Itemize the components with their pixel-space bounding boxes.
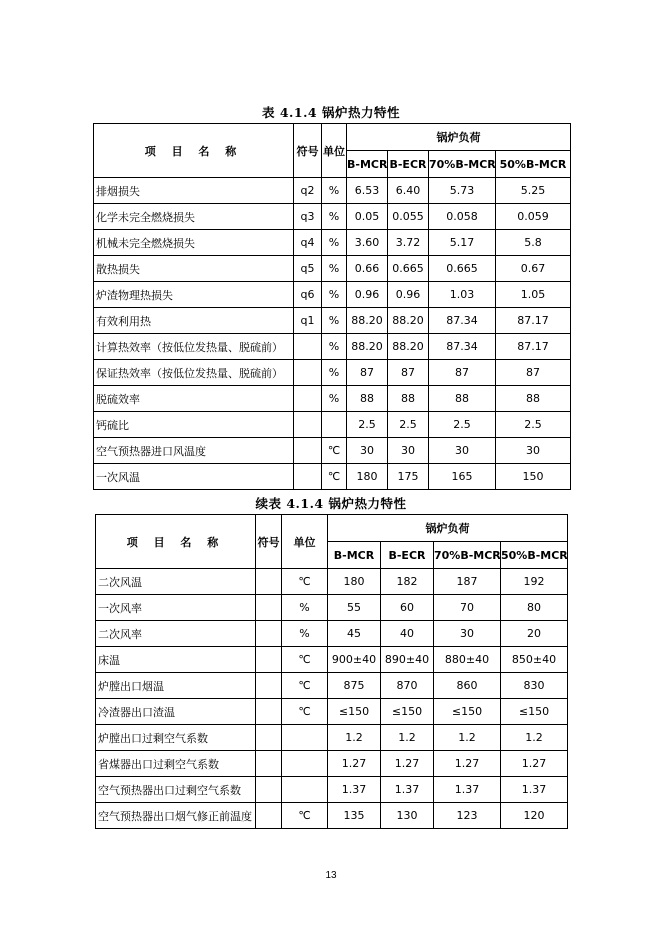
row-name: 空气预热器进口风温度 (94, 438, 294, 464)
row-unit: % (322, 204, 347, 230)
row-value: 3.72 (388, 230, 429, 256)
row-value: 880±40 (434, 647, 501, 673)
row-value: 1.37 (501, 777, 568, 803)
row-value: 88.20 (347, 334, 388, 360)
row-symbol (256, 725, 282, 751)
row-value: 150 (496, 464, 571, 490)
row-symbol: q2 (294, 178, 322, 204)
row-value: 88 (388, 386, 429, 412)
row-value: 30 (388, 438, 429, 464)
table-row (96, 673, 568, 699)
row-name: 炉膛出口过剩空气系数 (96, 725, 256, 751)
header-boiler-load: 锅炉负荷 (347, 124, 571, 151)
row-symbol (294, 386, 322, 412)
row-unit: % (282, 621, 328, 647)
row-name: 空气预热器出口过剩空气系数 (96, 777, 256, 803)
row-value: 2.5 (496, 412, 571, 438)
row-symbol (256, 673, 282, 699)
row-value: 1.27 (501, 751, 568, 777)
row-unit: % (322, 178, 347, 204)
row-value: 87 (388, 360, 429, 386)
table-row (96, 595, 568, 621)
row-value: 88.20 (347, 308, 388, 334)
row-name: 空气预热器出口烟气修正前温度 (96, 803, 256, 829)
row-value: 180 (347, 464, 388, 490)
row-name: 冷渣器出口渣温 (96, 699, 256, 725)
row-name: 二次风率 (96, 621, 256, 647)
header-load-bmcr: B-MCR (328, 542, 381, 569)
header-load-bmcr: B-MCR (347, 151, 388, 178)
row-value: ≤150 (328, 699, 381, 725)
header-item-name: 项 目 名 称 (96, 515, 256, 569)
row-value: 87 (496, 360, 571, 386)
boiler-thermal-table (93, 123, 571, 490)
row-unit: % (322, 386, 347, 412)
table-row (96, 699, 568, 725)
table-row (94, 308, 571, 334)
row-value: 0.05 (347, 204, 388, 230)
row-symbol (256, 699, 282, 725)
row-unit: % (322, 360, 347, 386)
row-value: 0.059 (496, 204, 571, 230)
row-value: 30 (429, 438, 496, 464)
row-name: 脱硫效率 (94, 386, 294, 412)
row-symbol: q3 (294, 204, 322, 230)
row-value: 5.73 (429, 178, 496, 204)
row-value: 88 (347, 386, 388, 412)
row-value: 890±40 (381, 647, 434, 673)
row-value: 182 (381, 569, 434, 595)
row-value: 2.5 (429, 412, 496, 438)
row-value: 1.27 (328, 751, 381, 777)
row-value: 88 (496, 386, 571, 412)
row-symbol: q4 (294, 230, 322, 256)
header-unit: 单位 (322, 124, 347, 178)
header-unit: 单位 (282, 515, 328, 569)
row-value: 830 (501, 673, 568, 699)
table-row (94, 178, 571, 204)
row-value: 87.17 (496, 334, 571, 360)
row-unit: ℃ (282, 569, 328, 595)
row-value: 0.96 (347, 282, 388, 308)
row-value: 860 (434, 673, 501, 699)
row-value: 900±40 (328, 647, 381, 673)
row-unit: % (322, 308, 347, 334)
row-value: 1.27 (381, 751, 434, 777)
row-value: 40 (381, 621, 434, 647)
row-value: 20 (501, 621, 568, 647)
row-value: 1.2 (381, 725, 434, 751)
row-value: 192 (501, 569, 568, 595)
row-value: 180 (328, 569, 381, 595)
row-symbol (294, 360, 322, 386)
row-unit (282, 777, 328, 803)
row-value: 87 (347, 360, 388, 386)
row-name: 机械未完全燃烧损失 (94, 230, 294, 256)
row-unit: ℃ (322, 438, 347, 464)
row-name: 化学未完全燃烧损失 (94, 204, 294, 230)
row-value: 870 (381, 673, 434, 699)
row-value: 5.25 (496, 178, 571, 204)
table-row (94, 204, 571, 230)
row-value: ≤150 (501, 699, 568, 725)
row-value: 0.665 (429, 256, 496, 282)
row-value: 3.60 (347, 230, 388, 256)
table-row (94, 230, 571, 256)
row-value: 1.37 (381, 777, 434, 803)
table-row (94, 464, 571, 490)
row-value: 87 (429, 360, 496, 386)
row-name: 计算热效率（按低位发热量、脱硫前） (94, 334, 294, 360)
row-symbol (294, 412, 322, 438)
row-value: 1.27 (434, 751, 501, 777)
row-name: 排烟损失 (94, 178, 294, 204)
row-value: 30 (347, 438, 388, 464)
row-name: 炉膛出口烟温 (96, 673, 256, 699)
header-boiler-load: 锅炉负荷 (328, 515, 568, 542)
row-value: 88.20 (388, 334, 429, 360)
table-row (94, 412, 571, 438)
row-value: 0.66 (347, 256, 388, 282)
row-unit: % (322, 256, 347, 282)
row-value: 5.17 (429, 230, 496, 256)
row-value: 2.5 (347, 412, 388, 438)
row-value: 120 (501, 803, 568, 829)
row-value: 123 (434, 803, 501, 829)
boiler-thermal-table-continued (95, 514, 568, 829)
header-load-50: 50%B-MCR (496, 151, 571, 178)
row-name: 有效利用热 (94, 308, 294, 334)
row-value: 87.34 (429, 334, 496, 360)
row-symbol (294, 464, 322, 490)
row-value: ≤150 (434, 699, 501, 725)
row-unit: % (322, 334, 347, 360)
row-value: 6.53 (347, 178, 388, 204)
row-unit: ℃ (282, 803, 328, 829)
row-name: 二次风温 (96, 569, 256, 595)
row-value: 1.37 (328, 777, 381, 803)
row-value: 1.03 (429, 282, 496, 308)
row-value: ≤150 (381, 699, 434, 725)
row-name: 散热损失 (94, 256, 294, 282)
row-value: 5.8 (496, 230, 571, 256)
row-value: 165 (429, 464, 496, 490)
row-value: 87.34 (429, 308, 496, 334)
row-value: 2.5 (388, 412, 429, 438)
row-unit: ℃ (322, 464, 347, 490)
row-value: 1.37 (434, 777, 501, 803)
row-unit (282, 725, 328, 751)
row-value: 0.058 (429, 204, 496, 230)
table-row (96, 777, 568, 803)
row-symbol: q1 (294, 308, 322, 334)
row-unit (282, 751, 328, 777)
row-value: 175 (388, 464, 429, 490)
row-value: 88.20 (388, 308, 429, 334)
row-value: 187 (434, 569, 501, 595)
row-value: 0.055 (388, 204, 429, 230)
row-value: 0.67 (496, 256, 571, 282)
table2-body (96, 515, 568, 829)
row-value: 1.2 (434, 725, 501, 751)
row-unit: % (322, 282, 347, 308)
row-value: 30 (434, 621, 501, 647)
row-value: 850±40 (501, 647, 568, 673)
row-symbol (294, 334, 322, 360)
row-unit (322, 412, 347, 438)
row-name: 炉渣物理热损失 (94, 282, 294, 308)
header-load-becr: B-ECR (381, 542, 434, 569)
row-value: 1.2 (501, 725, 568, 751)
row-symbol (256, 595, 282, 621)
row-symbol (256, 777, 282, 803)
row-unit: ℃ (282, 647, 328, 673)
table-row (96, 621, 568, 647)
row-value: 87.17 (496, 308, 571, 334)
table2-caption: 续表 4.1.4 锅炉热力特性 (255, 496, 407, 511)
table-row (94, 256, 571, 282)
header-load-70: 70%B-MCR (434, 542, 501, 569)
row-value: 70 (434, 595, 501, 621)
row-value: 60 (381, 595, 434, 621)
header-item-name: 项 目 名 称 (94, 124, 294, 178)
header-symbol: 符号 (256, 515, 282, 569)
row-symbol: q5 (294, 256, 322, 282)
table-row (96, 725, 568, 751)
row-symbol (256, 803, 282, 829)
row-value: 88 (429, 386, 496, 412)
table1-body (94, 124, 571, 490)
header-load-50: 50%B-MCR (501, 542, 568, 569)
row-value: 6.40 (388, 178, 429, 204)
row-value: 135 (328, 803, 381, 829)
row-symbol: q6 (294, 282, 322, 308)
table-row (94, 282, 571, 308)
row-symbol (256, 569, 282, 595)
row-value: 0.96 (388, 282, 429, 308)
table-row (94, 360, 571, 386)
row-value: 0.665 (388, 256, 429, 282)
row-name: 一次风温 (94, 464, 294, 490)
page-number: 13 (325, 870, 337, 881)
table-row (96, 569, 568, 595)
row-name: 钙硫比 (94, 412, 294, 438)
header-load-becr: B-ECR (388, 151, 429, 178)
row-value: 45 (328, 621, 381, 647)
header-load-70: 70%B-MCR (429, 151, 496, 178)
row-value: 80 (501, 595, 568, 621)
row-symbol (256, 621, 282, 647)
row-name: 一次风率 (96, 595, 256, 621)
row-value: 875 (328, 673, 381, 699)
row-unit: % (282, 595, 328, 621)
header-symbol: 符号 (294, 124, 322, 178)
table-row (94, 334, 571, 360)
row-name: 床温 (96, 647, 256, 673)
row-unit: % (322, 230, 347, 256)
row-value: 130 (381, 803, 434, 829)
row-value: 1.2 (328, 725, 381, 751)
row-value: 30 (496, 438, 571, 464)
row-unit: ℃ (282, 673, 328, 699)
row-unit: ℃ (282, 699, 328, 725)
row-symbol (294, 438, 322, 464)
row-value: 55 (328, 595, 381, 621)
table1-caption: 表 4.1.4 锅炉热力特性 (261, 105, 400, 120)
table-row (96, 647, 568, 673)
table-row (96, 751, 568, 777)
row-name: 保证热效率（按低位发热量、脱硫前） (94, 360, 294, 386)
table-row (94, 386, 571, 412)
row-value: 1.05 (496, 282, 571, 308)
row-name: 省煤器出口过剩空气系数 (96, 751, 256, 777)
table-row (96, 803, 568, 829)
row-symbol (256, 751, 282, 777)
row-symbol (256, 647, 282, 673)
table-row (94, 438, 571, 464)
